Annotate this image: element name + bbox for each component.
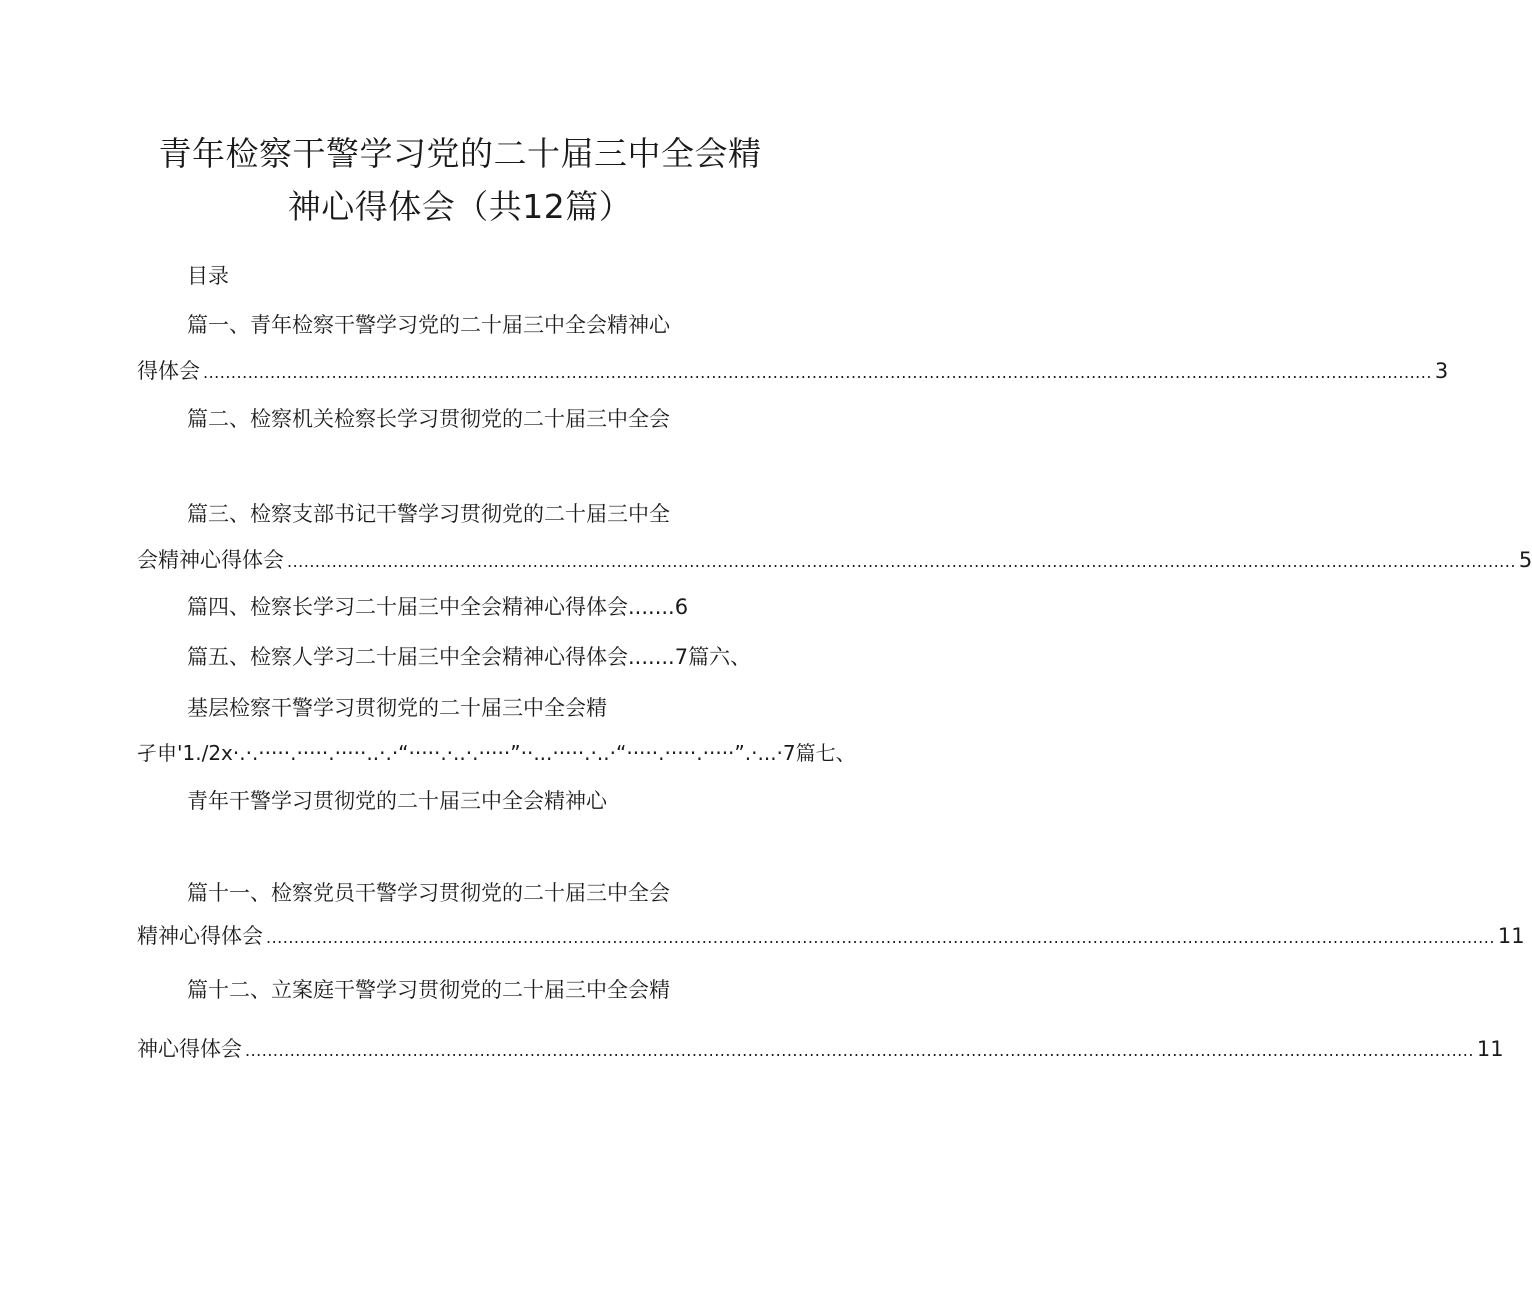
toc-entry-11-continuation[interactable] [137,924,1525,948]
document-title-line-2: 神心得体会（共12篇） [287,187,633,226]
dot-leader: ............................................................................................................................................................................................................................ [266,928,1495,947]
toc-entry-text: 神心得体会 [137,1037,242,1061]
toc-garbled-line[interactable]: 孑申'1./2x·.·.·····.·····.·····..·.·“·····.·..·.·····”··...·····.·..·“·····.·····.·····”.·...·7篇七、 [137,741,856,765]
toc-entry-5-title[interactable]: 篇五、检察人学习二十届三中全会精神心得体会.......7篇六、 [187,645,752,669]
page-number: 11 [1476,1037,1504,1061]
toc-entry-12-continuation[interactable] [137,1037,1504,1061]
toc-entry-7-title[interactable]: 青年干警学习贯彻党的二十届三中全会精神心 [187,789,607,813]
page-number: 3 [1434,359,1449,383]
toc-entry-1-continuation[interactable] [137,359,1449,383]
dot-leader: ............................................................................................................................................................................................................................ [245,1041,1474,1060]
dot-leader: ............................................................................................................................................................................................................................ [287,552,1516,571]
toc-entry-3-continuation[interactable] [137,548,1532,572]
dot-leader: ............................................................................................................................................................................................................................ [203,363,1432,382]
toc-entry-1-title[interactable]: 篇一、青年检察干警学习党的二十届三中全会精神心 [187,313,670,337]
toc-entry-3-title[interactable]: 篇三、检察支部书记干警学习贯彻党的二十届三中全 [187,502,670,526]
toc-entry-text: 精神心得体会 [137,924,263,948]
toc-entry-text: 得体会 [137,359,200,383]
document-title-line-1: 青年检察干警学习党的二十届三中全会精 [158,134,762,173]
toc-entry-12-title[interactable]: 篇十二、立案庭干警学习贯彻党的二十届三中全会精 [187,978,670,1002]
toc-entry-11-title[interactable]: 篇十一、检察党员干警学习贯彻党的二十届三中全会 [187,881,670,905]
toc-entry-2-title[interactable]: 篇二、检察机关检察长学习贯彻党的二十届三中全会 [187,407,670,431]
toc-entry-text: 会精神心得体会 [137,548,284,572]
page-number: 11 [1497,924,1525,948]
toc-entry-4-title[interactable]: 篇四、检察长学习二十届三中全会精神心得体会.......6 [187,595,689,619]
toc-entry-6-title[interactable]: 基层检察干警学习贯彻党的二十届三中全会精 [187,696,607,720]
page-number: 5 [1518,548,1532,572]
toc-label: 目录 [187,264,229,288]
